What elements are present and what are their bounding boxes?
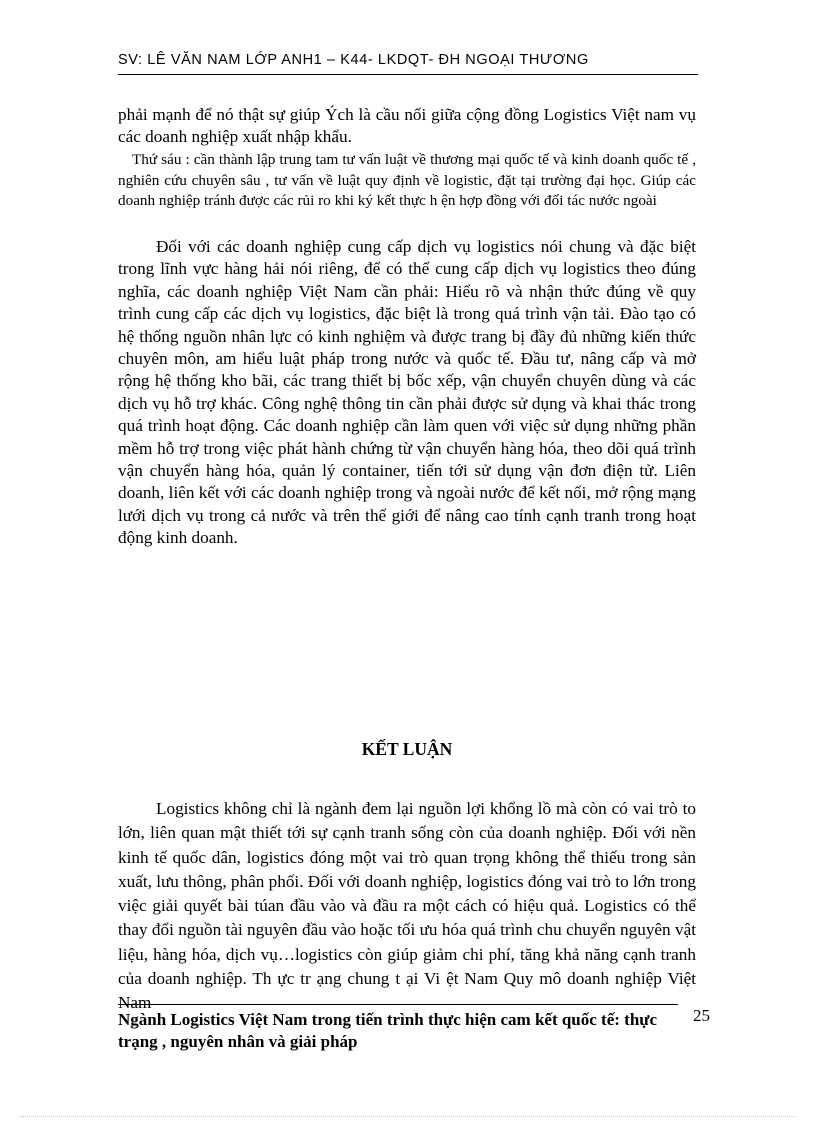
paragraph-thu-sau: Thứ sáu : cần thành lập trung tam tư vấn luật về thương mại quốc tế và kinh doanh quốc tế , nghiên cứu chuyên sâu , tư vấn về luật quy định về logistic, đặt tại trường đại học. Giúp các doanh nghiệp tránh được các rủi ro khi ký kết thực h ện hợp đồng với đối tác nước ngoài (118, 151, 696, 210)
footer-title: Ngành Logistics Việt Nam trong tiến trình thực hiện cam kết quốc tế: thực trạng , nguyên nhân và giải pháp (118, 1010, 658, 1051)
running-header: SV: LÊ VĂN NAM LỚP ANH1 – K44- LKDQT- ĐH NGOẠI THƯƠNG (118, 52, 589, 68)
paragraph-ket-luan: Logistics không chỉ là ngành đem lại nguồn lợi khổng lồ mà còn có vai trò to lớn, liên quan mật thiết tới sự cạnh tranh sống còn của doanh nghiệp. Đối với nền kinh tế quốc dân, logistics đóng một vai trò quan trọng không thể thiếu trong sản xuất, lưu thông, phân phối. Đối với doanh nghiệp, logistics đóng vai trò to lớn trong việc giải quyết bài túan đầu vào và đầu ra một cách có hiệu quả. Logistics có thể thay đổi nguồn tài nguyên đầu vào hoặc tối ưu hóa quá trình chu chuyển nguyên vật liệu, hàng hóa, dịch vụ…logistics còn giúp giảm chi phí, tăng khả năng cạnh tranh của doanh nghiệp. Th ực tr ạng chung t ại Vi ệt Nam Quy mô doanh nghiệp Việt Nam (118, 799, 696, 1013)
section-title-ket-luan: KẾT LUẬN (361, 739, 453, 759)
paragraph-continuation: phải mạnh để nó thật sự giúp Ých là cầu nối giữa cộng đồng Logistics Việt nam vụ các doanh nghiệp xuất nhập khẩu. (118, 105, 696, 147)
header-rule (118, 74, 698, 75)
page-number: 25 (693, 1006, 710, 1025)
page-bottom-border (20, 1116, 796, 1117)
paragraph-doanh-nghiep: Đối với các doanh nghiệp cung cấp dịch vụ logistics nói chung và đặc biệt trong lĩnh vực hàng hải nói riêng, để có thể cung cấp dịch vụ logistics theo đúng nghĩa, các doanh nghiệp Việt Nam cần phải: Hiểu rõ và nhận thức đúng về quy trình cung cấp các dịch vụ logistics, đặc biệt là trong quá trình vận tải. Đào tạo có hệ thống nguồn nhân lực có kinh nghiệm và được trang bị đầy đủ những kiến thức chuyên môn, am hiểu luật pháp trong nước và quốc tế. Đầu tư, nâng cấp và mở rộng hệ thống kho bãi, các trang thiết bị bốc xếp, vận chuyển chuyên dùng và các dịch vụ hỗ trợ khác. Công nghệ thông tin cần phải được sử dụng và khai thác trong quá trình hoạt động. Các doanh nghiệp cần làm quen với việc sử dụng những phần mềm hỗ trợ trong việc phát hành chứng từ vận chuyển hàng hóa, theo dõi quá trình vận chuyển hàng hóa, quản lý container, tiến tới sử dụng vận đơn điện tử. Liên doanh, liên kết với các doanh nghiệp trong và ngoài nước để kết nối, mở rộng mạng lưới dịch vụ trong cả nước và trên thế giới để nâng cao tính cạnh tranh trong hoạt động kinh doanh. (118, 237, 696, 548)
footer-rule (118, 1004, 678, 1005)
